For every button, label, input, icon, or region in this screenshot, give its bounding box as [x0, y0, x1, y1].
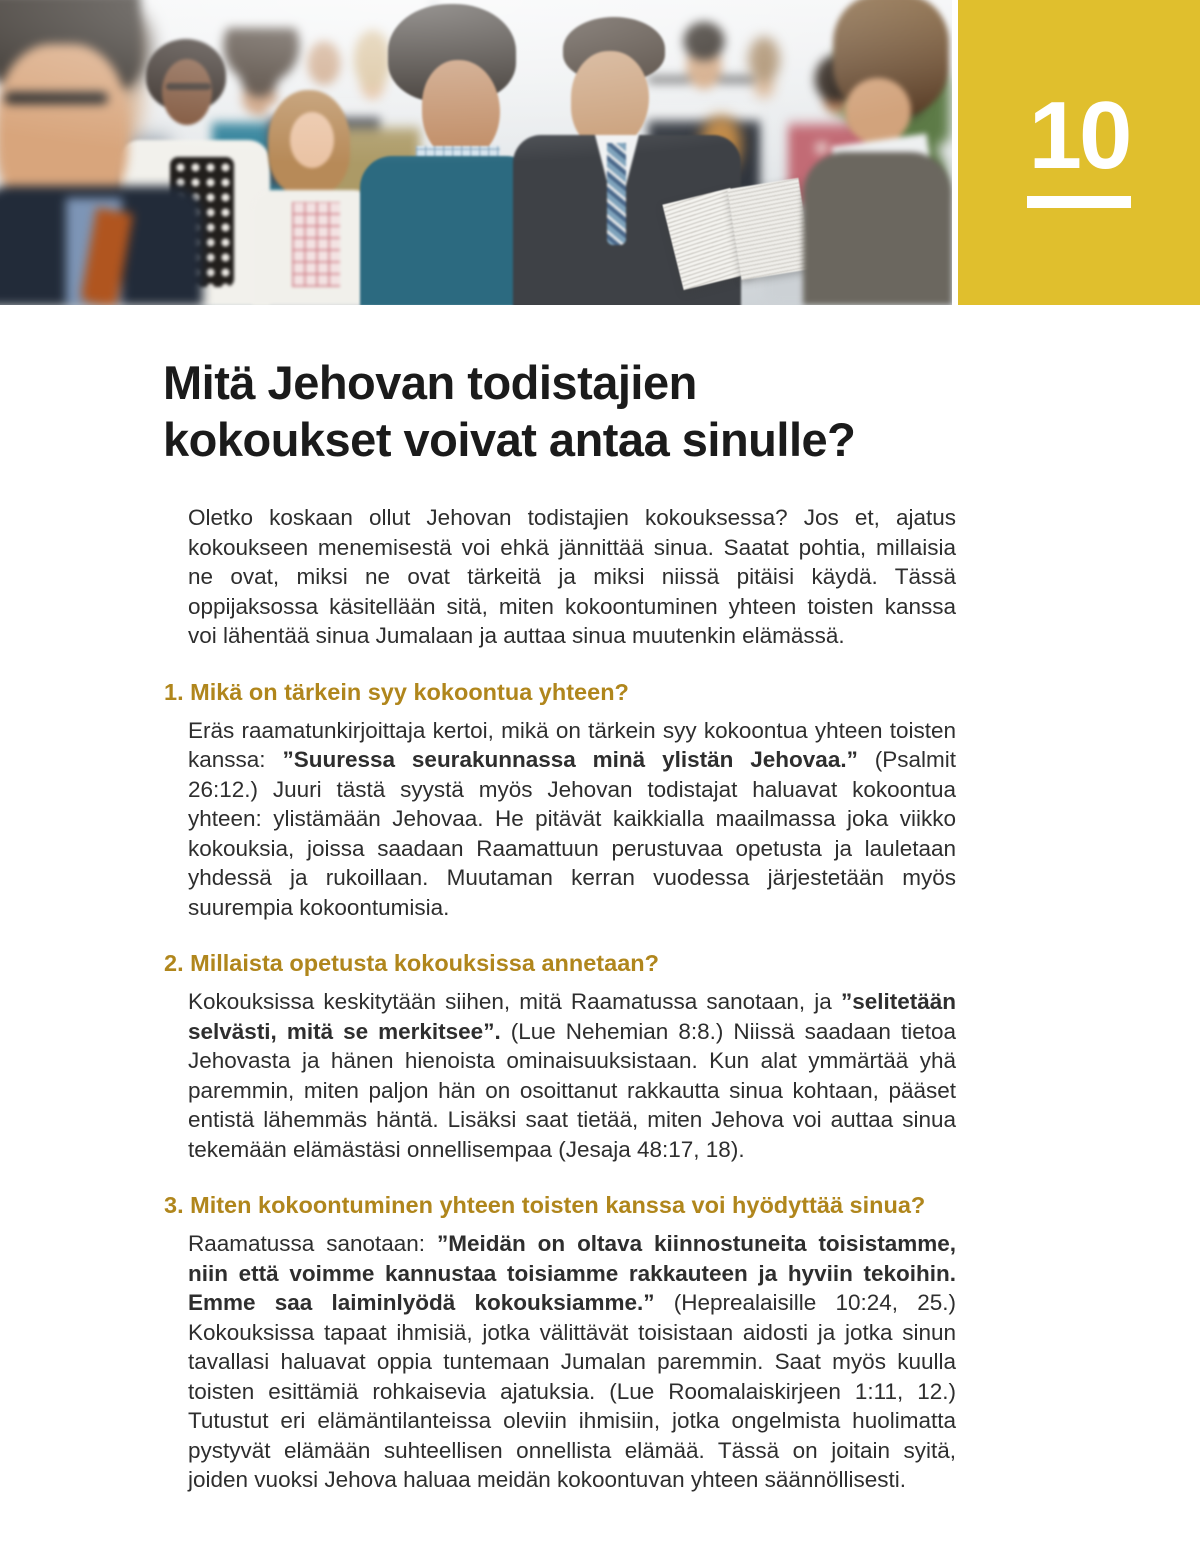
- section-2: [164, 949, 956, 1164]
- page-title-line2: kokoukset voivat antaa sinulle?: [163, 413, 856, 466]
- lesson-article: [0, 354, 1200, 1495]
- section-3-paragraph: Raamatussa sanotaan: ”Meidän on oltava kiinnostuneita toisistamme, niin että voimme kannustaa toisiamme rakkauteen ja hyviin tekoihin. Emme saa laiminlyödä kokouksiamme.” (Heprealaisille 10:24, 25.) Kokouksissa tapaat ihmisiä, jotka välittävät toisistaan aidosti ja jotka sinun tavallasi haluavat oppia tuntemaan Jumalan paremmin. Saat myös kuulla toisten esittämiä rohkaisevia ajatuksia. (Lue Roomalaiskirjeen 1:11, 12.) Tutustut eri elämäntilanteissa oleviin ihmisiin, jotka ongelmista huolimatta pystyvät elämään suhteellisen onnellista elämää. Tässä on joitain syitä, joiden vuoksi Jehova haluaa meidän kokoontuvan yhteen säännöllisesti.: [188, 1231, 957, 1492]
- section-3: [164, 1191, 957, 1495]
- page-title-line1: Mitä Jehovan todistajien: [163, 356, 697, 409]
- section-1-heading: 1. Mikä on tärkein syy kokoontua yhteen?: [164, 678, 629, 705]
- section-1: [164, 678, 956, 923]
- photo-light-overlay: [0, 0, 952, 305]
- lesson-number: 10: [1028, 82, 1130, 189]
- section-1-paragraph: Eräs raamatunkirjoittaja kertoi, mikä on tärkein syy kokoontua yhteen toisten kanssa: ”Suuressa seurakunnassa minä ylistän Jehovaa.” (Psalmit 26:12.) Juuri tästä syystä myös Jehovan todistajat haluavat kokoontua yhteen: ylistämään Jehovaa. He pitävät kaikkialla maailmassa joka viikko kokouksia, joissa saadaan Raamattuun perustuvaa opetusta ja lauletaan yhdessä ja rukoillaan. Muutaman kerran vuodessa järjestetään myös suurempia kokoontumisia.: [188, 717, 956, 920]
- page-title: [163, 354, 956, 468]
- section-2-paragraph: Kokouksissa keskitytään siihen, mitä Raamatussa sanotaan, ja ”selitetään selvästi, mitä se merkitsee”. (Lue Nehemian 8:8.) Niissä saadaan tietoa Jehovasta ja hänen hienoista ominaisuuksistaan. Kun alat ymmärtää yhä paremmin, miten paljon hän on osoittanut rakkautta sinua kohtaan, pääset entistä lähemmäs häntä. Lisäksi saat tietää, miten Jehova voi auttaa sinua tekemään elämästäsi onnellisempaa (Jesaja 48:17, 18).: [188, 989, 956, 1162]
- lesson-number-underline: [1027, 196, 1131, 208]
- lesson-number-block: [958, 0, 1200, 305]
- lesson-banner: [0, 0, 1200, 305]
- meeting-photo: [0, 0, 952, 305]
- section-2-heading: 2. Millaista opetusta kokouksissa annetaan?: [164, 950, 659, 976]
- intro-paragraph: Oletko koskaan ollut Jehovan todistajien kokouksessa? Jos et, ajatus kokoukseen menemisestä voi ehkä jännittää sinua. Saatat pohtia, millaisia ne ovat, miksi ne ovat tärkeitä ja miksi niissä pitäisi käydä. Tässä oppijaksossa käsitellään sitä, miten kokoontuminen yhteen toisten kanssa voi lähentää sinua Jumalaan ja auttaa sinua muutenkin elämässä.: [188, 505, 956, 648]
- section-3-heading: 3. Miten kokoontuminen yhteen toisten kanssa voi hyödyttää sinua?: [164, 1192, 926, 1218]
